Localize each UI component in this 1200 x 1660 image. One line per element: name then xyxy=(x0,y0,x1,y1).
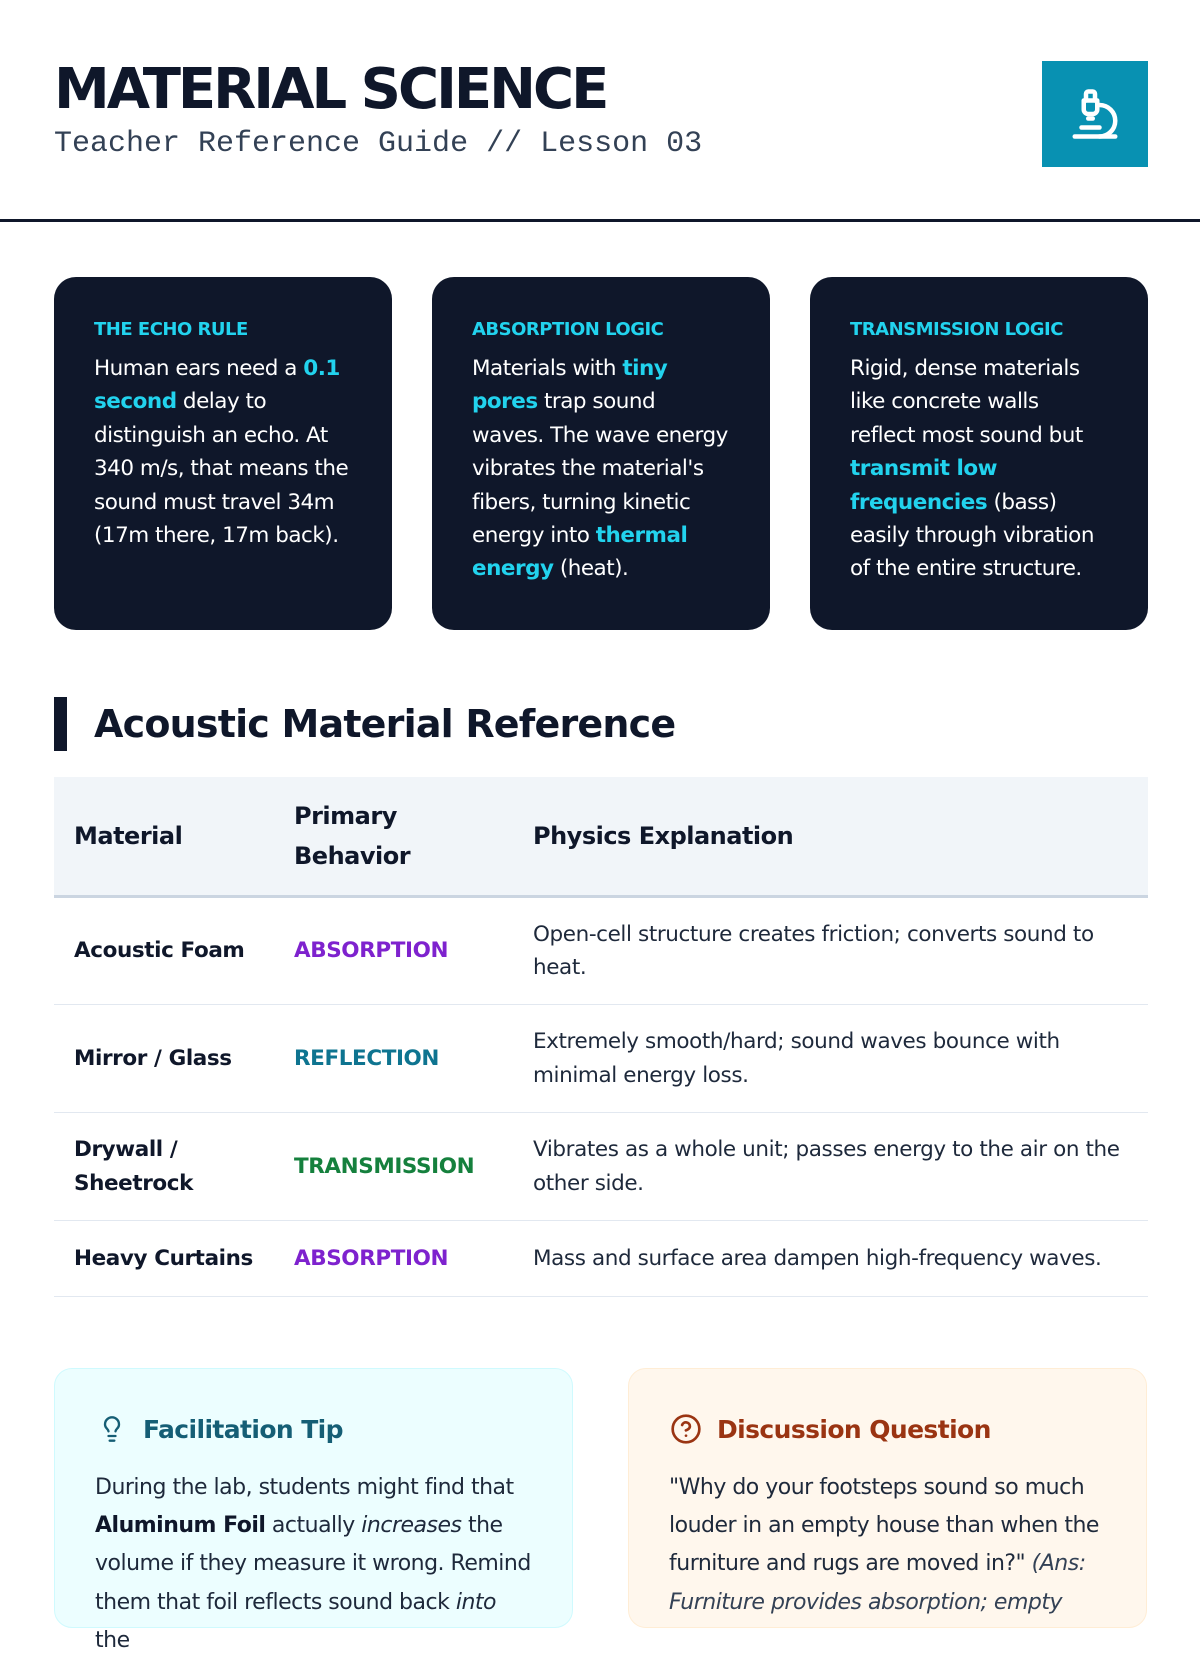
material-name: Drywall / Sheetrock xyxy=(74,1137,194,1196)
discussion-question-callout xyxy=(628,1368,1147,1628)
behavior-label: ABSORPTION xyxy=(294,1245,449,1271)
page-title: MATERIAL SCIENCE xyxy=(54,57,607,122)
column-header-behavior: Primary Behavior xyxy=(294,802,411,870)
table-row xyxy=(54,1221,1148,1297)
physics-explanation: Vibrates as a whole unit; passes energy to the air on the other side. xyxy=(533,1137,1120,1196)
column-header-material: Material xyxy=(74,822,183,850)
concept-card-echo-rule xyxy=(54,277,392,630)
callout-title: Discussion Question xyxy=(717,1414,991,1444)
text-run: the xyxy=(95,1627,130,1653)
table-row xyxy=(54,1113,1148,1221)
card-body xyxy=(472,352,730,586)
material-reference-table xyxy=(54,777,1148,1297)
highlighted-text: 0.1 second xyxy=(94,356,340,415)
card-body xyxy=(94,352,352,552)
text-run: actually xyxy=(265,1513,362,1539)
table-row xyxy=(54,898,1148,1005)
text-run: "Why do your footsteps sound so much louder in an empty house than when the furniture and rugs are moved in?" xyxy=(669,1475,1099,1577)
callout-header xyxy=(669,1411,1106,1447)
page-subtitle: Teacher Reference Guide // Lesson 03 xyxy=(54,127,703,161)
text-run: (heat). xyxy=(553,556,629,582)
callout-body xyxy=(95,1469,532,1660)
highlighted-text: transmit low frequencies xyxy=(850,456,998,515)
header-divider xyxy=(0,219,1200,222)
text-run: Materials with xyxy=(472,356,623,381)
table-header-row xyxy=(54,777,1148,898)
section-heading xyxy=(54,697,1054,751)
callout-title: Facilitation Tip xyxy=(143,1414,343,1444)
text-run: During the lab, students might find that xyxy=(95,1475,514,1500)
concept-card-absorption-logic xyxy=(432,277,770,630)
text-run: (Ans: Furniture provides absorption; empty xyxy=(669,1551,1086,1615)
material-name: Mirror / Glass xyxy=(74,1045,232,1071)
behavior-label: TRANSMISSION xyxy=(294,1153,475,1179)
card-title: TRANSMISSION LOGIC xyxy=(850,319,1063,340)
text-run: Aluminum Foil xyxy=(95,1513,266,1539)
text-run: Human ears need a xyxy=(94,356,304,381)
material-name: Acoustic Foam xyxy=(74,938,245,964)
text-run: the volume if they measure it wrong. Remind them that foil reflects sound back xyxy=(95,1513,531,1615)
section-title: Acoustic Material Reference xyxy=(94,702,676,746)
section-accent-bar xyxy=(54,697,67,751)
behavior-label: ABSORPTION xyxy=(294,938,449,964)
microscope-icon xyxy=(1068,87,1122,141)
callout-header xyxy=(95,1411,532,1447)
text-run: trap sound waves. The wave energy vibrates the material's fibers, turning kinetic energy into xyxy=(472,389,728,549)
behavior-label: REFLECTION xyxy=(294,1045,440,1071)
physics-explanation: Open-cell structure creates friction; converts sound to heat. xyxy=(533,921,1094,980)
concept-card-transmission-logic xyxy=(810,277,1148,630)
physics-explanation: Extremely smooth/hard; sound waves bounce with minimal energy loss. xyxy=(533,1029,1060,1088)
material-name: Heavy Curtains xyxy=(74,1245,253,1271)
highlighted-text: thermal energy xyxy=(472,523,688,582)
callout-body xyxy=(669,1469,1106,1622)
text-run: Rigid, dense materials like concrete walls reflect most sound but xyxy=(850,356,1083,448)
text-run: delay to distinguish an echo. At 340 m/s, that means the sound must travel 34m (17m there, 17m back). xyxy=(94,389,349,549)
card-title: THE ECHO RULE xyxy=(94,319,248,340)
text-run: increases xyxy=(361,1513,462,1539)
concept-cards xyxy=(54,277,1148,630)
physics-explanation: Mass and surface area dampen high-frequency waves. xyxy=(533,1245,1102,1271)
lightbulb-icon xyxy=(95,1412,129,1446)
logo-badge xyxy=(1042,61,1148,167)
text-run: (bass) easily through vibration of the entire structure. xyxy=(850,489,1094,582)
card-body xyxy=(850,352,1108,586)
card-title: ABSORPTION LOGIC xyxy=(472,319,664,340)
question-circle-icon xyxy=(669,1412,703,1446)
highlighted-text: tiny pores xyxy=(472,356,668,415)
facilitation-tip-callout xyxy=(54,1368,573,1653)
column-header-explanation: Physics Explanation xyxy=(533,822,794,850)
table-row xyxy=(54,1005,1148,1113)
text-run: into xyxy=(455,1589,496,1615)
page-header xyxy=(54,58,1148,178)
